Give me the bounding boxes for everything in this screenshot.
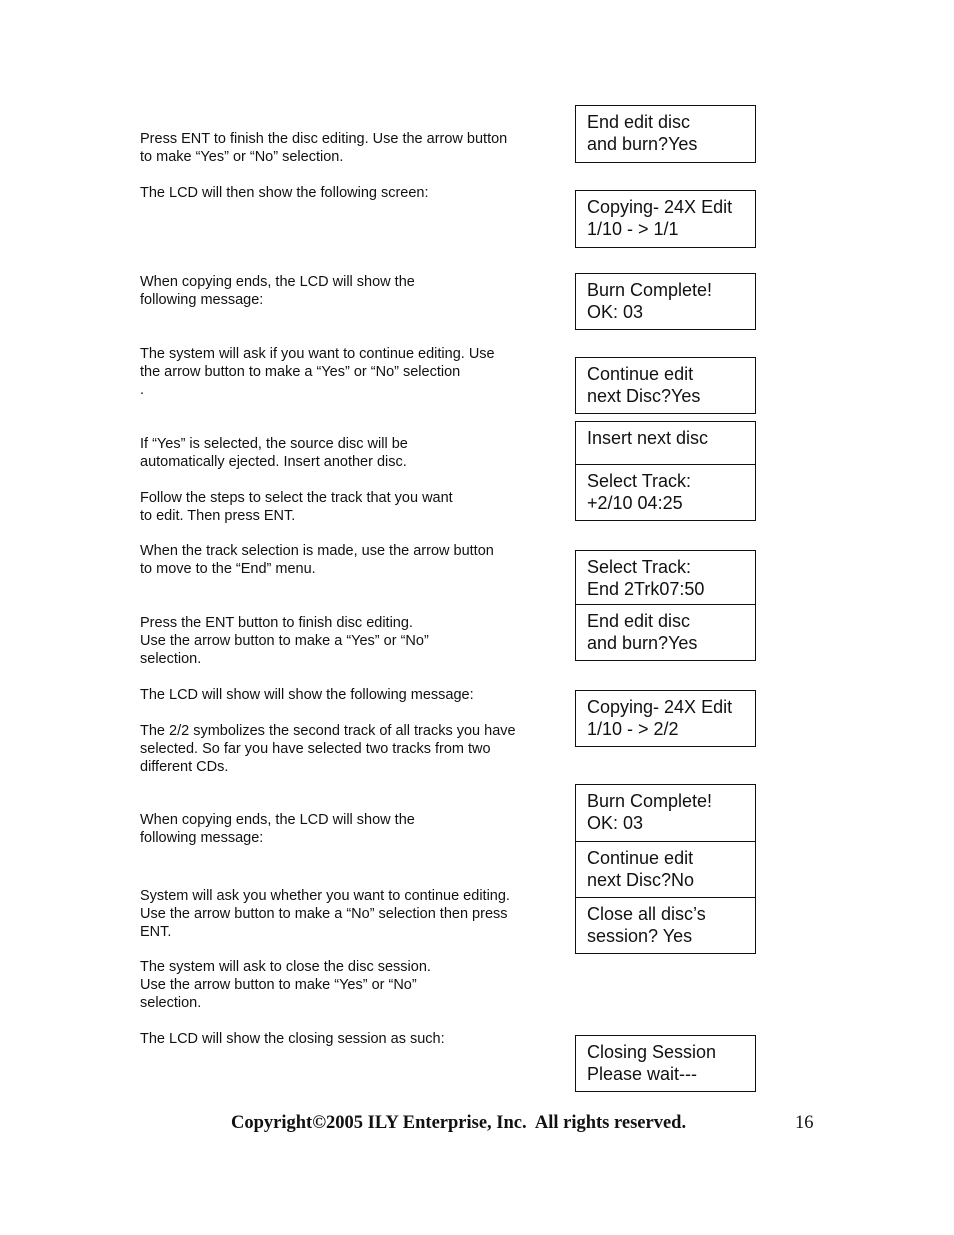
lcd-screen-select-track-end [575, 550, 756, 606]
lcd-line-1: Select Track: [587, 557, 692, 577]
instruction-paragraph: The system will ask to close the disc session. Use the arrow button to make “Yes” or “No” selection. [140, 959, 431, 1011]
instruction-paragraph: The 2/2 symbolizes the second track of all tracks you have selected. So far you have selected two tracks from two different CDs. [140, 723, 516, 775]
lcd-line-2: and burn?Yes [587, 133, 698, 154]
lcd-screen-continue-edit [575, 357, 756, 414]
lcd-line-1: Burn Complete! [587, 280, 713, 300]
lcd-line-1: Continue edit [587, 364, 694, 384]
lcd-screen-burn-complete [575, 273, 756, 330]
lcd-line-1: Copying- 24X Edit [587, 197, 733, 217]
lcd-screen-copying [575, 690, 756, 747]
lcd-screen-insert-disc [575, 421, 756, 465]
instruction-paragraph: If “Yes” is selected, the source disc will be automatically ejected. Insert another disc. [140, 436, 408, 470]
lcd-line-1: Insert next disc [587, 428, 709, 448]
lcd-screen-burn-complete [575, 784, 756, 842]
lcd-line-2: OK: 03 [587, 301, 644, 322]
lcd-line-1: Select Track: [587, 471, 692, 491]
lcd-line-2: +2/10 04:25 [587, 492, 683, 513]
instruction-paragraph: The system will ask if you want to continue editing. Use the arrow button to make a “Yes” or “No” selection . [140, 346, 495, 398]
lcd-screen-close-session [575, 897, 756, 954]
lcd-line-1: Copying- 24X Edit [587, 697, 733, 717]
lcd-screen-closing-session [575, 1035, 756, 1092]
instruction-paragraph: The LCD will show the closing session as such: [140, 1031, 445, 1047]
lcd-line-1: End edit disc [587, 611, 691, 631]
instruction-paragraph: System will ask you whether you want to continue editing. Use the arrow button to make a “No” selection then press ENT. [140, 888, 510, 940]
lcd-line-2: OK: 03 [587, 812, 644, 833]
lcd-line-2: session? Yes [587, 925, 693, 946]
instruction-paragraph: When copying ends, the LCD will show the following message: [140, 274, 415, 308]
instruction-paragraph: Press ENT to finish the disc editing. Use the arrow button to make “Yes” or “No” selection. [140, 131, 508, 165]
lcd-screen-copying [575, 190, 756, 248]
lcd-screen-end-edit [575, 105, 756, 163]
lcd-line-2: Please wait--- [587, 1063, 698, 1084]
page-number: 16 [795, 1113, 814, 1133]
lcd-line-2: 1/10 - > 2/2 [587, 718, 679, 739]
lcd-line-2: 1/10 - > 1/1 [587, 218, 679, 239]
copyright-footer: Copyright©2005 ILY Enterprise, Inc. All rights reserved. [231, 1113, 687, 1133]
lcd-line-1: Close all disc’s [587, 904, 706, 924]
lcd-line-1: Closing Session [587, 1042, 717, 1062]
instruction-paragraph: Follow the steps to select the track that you want to edit. Then press ENT. [140, 490, 453, 524]
instruction-paragraph: The LCD will show will show the following message: [140, 687, 474, 703]
lcd-line-2: and burn?Yes [587, 632, 698, 653]
instruction-paragraph: The LCD will then show the following screen: [140, 185, 429, 201]
lcd-line-2: End 2Trk07:50 [587, 578, 705, 599]
lcd-line-2: next Disc?Yes [587, 385, 701, 406]
lcd-screen-select-track [575, 464, 756, 521]
lcd-screen-continue-edit [575, 841, 756, 898]
instruction-paragraph: Press the ENT button to finish disc editing. Use the arrow button to make a “Yes” or “No” selection. [140, 615, 429, 667]
instruction-paragraph: When copying ends, the LCD will show the following message: [140, 812, 415, 846]
lcd-line-1: Continue edit [587, 848, 694, 868]
instruction-paragraph: When the track selection is made, use the arrow button to move to the “End” menu. [140, 543, 494, 577]
lcd-line-1: End edit disc [587, 112, 691, 132]
lcd-screen-end-edit [575, 604, 756, 661]
lcd-line-1: Burn Complete! [587, 791, 713, 811]
lcd-line-2: next Disc?No [587, 869, 695, 890]
